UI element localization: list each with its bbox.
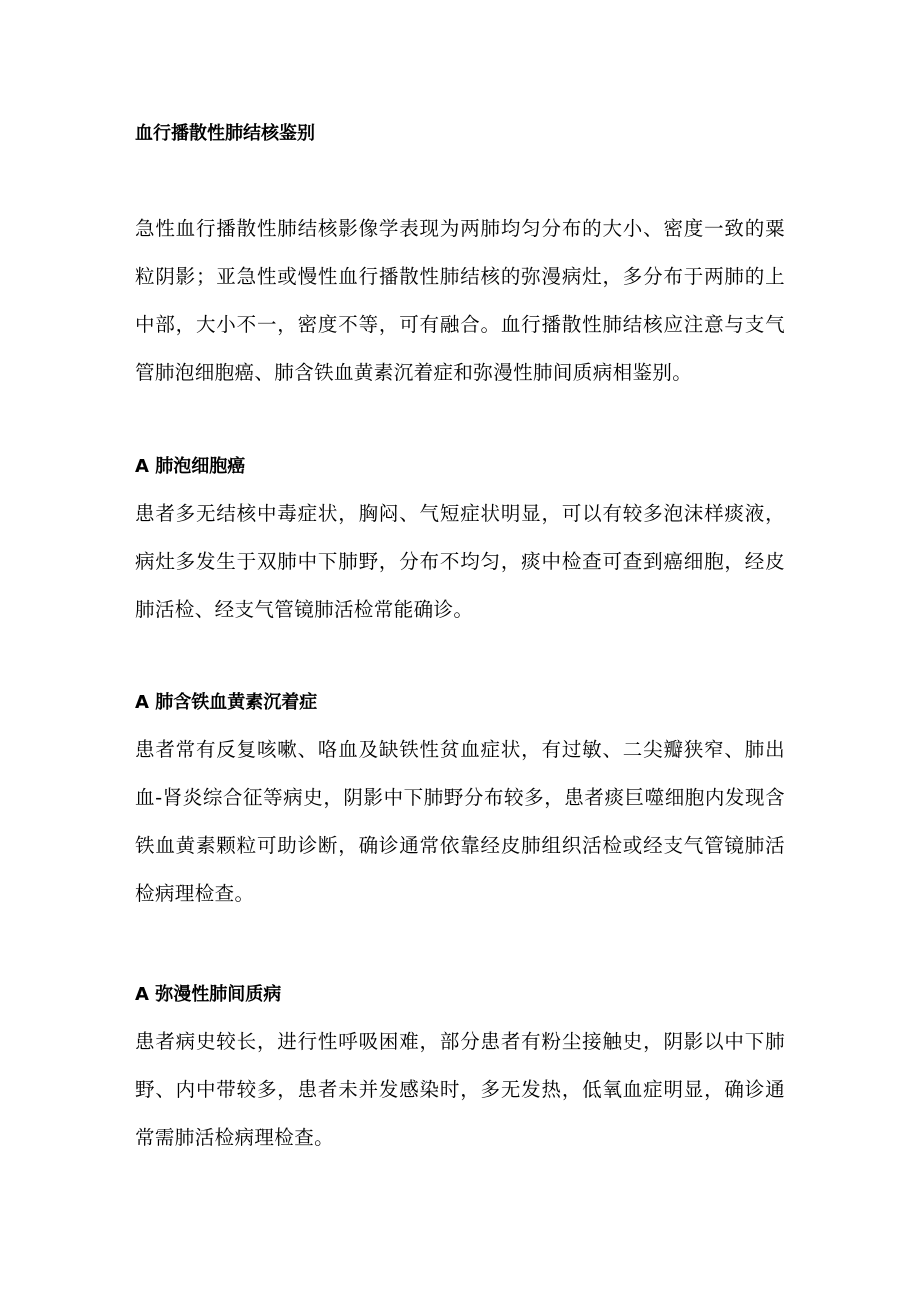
- intro-paragraph: 急性血行播散性肺结核影像学表现为两肺均匀分布的大小、密度一致的粟粒阴影；亚急性或慢性血行播散性肺结核的弥漫病灶，多分布于两肺的上中部，大小不一，密度不等，可有融合。血行播散性肺结核应注意与支气管肺泡细胞癌、肺含铁血黄素沉着症和弥漫性肺间质病相鉴别。: [135, 217, 785, 384]
- section-heading-alveolar-cell-carcinoma: A 肺泡细胞癌: [135, 456, 246, 477]
- section-heading-diffuse-interstitial-lung-disease: A 弥漫性肺间质病: [135, 984, 282, 1005]
- section-body-diffuse-interstitial-lung-disease: 患者病史较长，进行性呼吸困难，部分患者有粉尘接触史，阴影以中下肺野、内中带较多，患者未并发感染时，多无发热，低氧血症明显，确诊通常需肺活检病理检查。: [135, 1030, 785, 1149]
- section-heading-pulmonary-hemosiderosis: A 肺含铁血黄素沉着症: [135, 692, 318, 713]
- section-body-pulmonary-hemosiderosis: 患者常有反复咳嗽、咯血及缺铁性贫血症状，有过敏、二尖瓣狭窄、肺出血-肾炎综合征等病史，阴影中下肺野分布较多，患者痰巨噬细胞内发现含铁血黄素颗粒可助诊断，确诊通常依靠经皮肺组织活检或经支气管镜肺活检病理检查。: [135, 738, 785, 905]
- section-body-alveolar-cell-carcinoma: 患者多无结核中毒症状，胸闷、气短症状明显，可以有较多泡沫样痰液，病灶多发生于双肺中下肺野，分布不均匀，痰中检查可查到癌细胞，经皮肺活检、经支气管镜肺活检常能确诊。: [135, 502, 785, 621]
- document-title: 血行播散性肺结核鉴别: [135, 123, 315, 144]
